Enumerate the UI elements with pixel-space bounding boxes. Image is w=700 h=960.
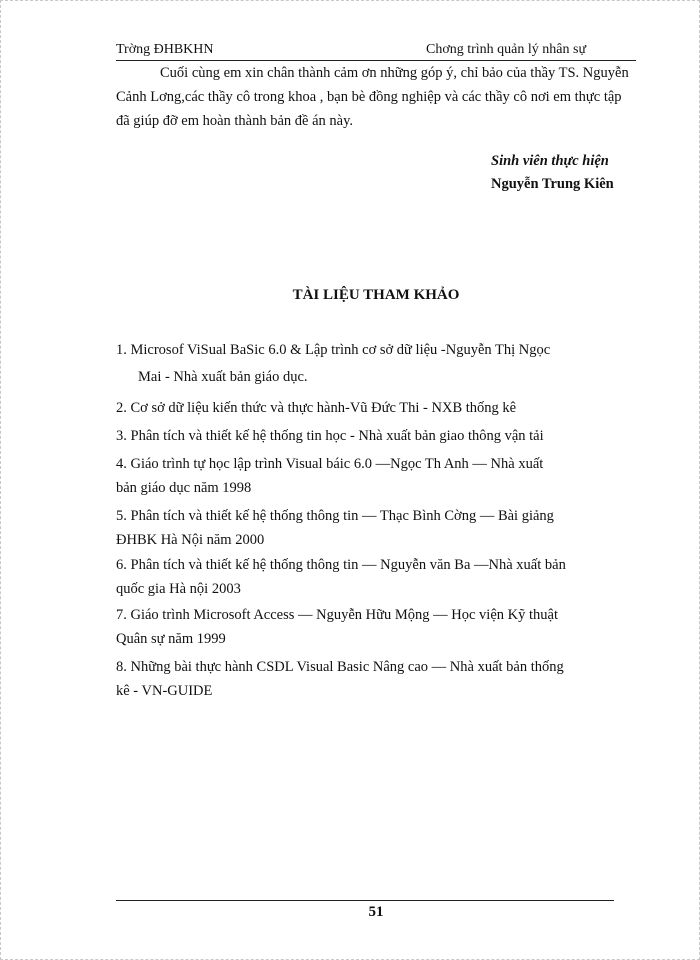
reference-line: 4. Giáo trình tự học lập trình Visual báic 6.0 —Ngọc Th Anh — Nhà xuất [116, 456, 544, 472]
footer-rule [116, 900, 614, 901]
header-school: Trờng ĐHBKHN [116, 42, 214, 57]
reference-line: 3. Phân tích và thiết kế hệ thống tin học - Nhà xuất bản giao thông vận tải [116, 428, 544, 444]
signature-role: Sinh viên thực hiện [491, 153, 609, 169]
signature-name: Nguyễn Trung Kiên [491, 176, 614, 192]
reference-item-1 [116, 338, 636, 392]
acknowledgement-paragraph [116, 61, 636, 133]
reference-line: 1. Microsof ViSual BaSic 6.0 & Lập trình cơ sở dữ liệu -Nguyễn Thị Ngọc [116, 342, 551, 358]
references-title: TÀI LIỆU THAM KHẢO [292, 287, 460, 303]
reference-line: quốc gia Hà nội 2003 [116, 581, 241, 597]
header-program: Chơng trình quản lý nhân sự [426, 42, 587, 57]
reference-line: bản giáo dục năm 1998 [116, 480, 252, 496]
running-header [116, 41, 636, 61]
acknowledgement-text: Cuối cùng em xin chân thành cảm ơn những góp ý, chỉ bảo của thầy TS. Nguyễn Cảnh Lơng,các thầy cô trong khoa , bạn bè đồng nghiệp và các thầy cô nơi em thực tập đã giúp đỡ em hoàn thành bản đề án này. [116, 65, 629, 129]
reference-line: ĐHBK Hà Nội năm 2000 [116, 532, 265, 548]
reference-line: Quân sự năm 1999 [116, 631, 226, 647]
reference-line: 2. Cơ sở dữ liệu kiến thức và thực hành-Vũ Đức Thi - NXB thống kê [116, 400, 517, 416]
reference-line: 5. Phân tích và thiết kế hệ thống thông tin — Thạc Bình Cờng — Bài giảng [116, 508, 554, 524]
reference-item-3 [116, 424, 636, 448]
reference-item-5 [116, 504, 636, 552]
reference-line: Mai - Nhà xuất bản giáo dục. [138, 369, 308, 385]
page-number: 51 [368, 904, 384, 920]
reference-item-7 [116, 603, 636, 651]
reference-item-8 [116, 655, 636, 703]
reference-item-2 [116, 396, 636, 420]
reference-line: kê - VN-GUIDE [116, 683, 213, 699]
reference-item-4 [116, 452, 636, 500]
reference-line: 6. Phân tích và thiết kế hệ thống thông tin — Nguyễn văn Ba —Nhà xuất bản [116, 557, 566, 573]
reference-line: 8. Những bài thực hành CSDL Visual Basic Nâng cao — Nhà xuất bản thống [116, 659, 564, 675]
reference-item-6 [116, 553, 636, 601]
reference-line: 7. Giáo trình Microsoft Access — Nguyễn Hữu Mộng — Học viện Kỹ thuật [116, 607, 558, 623]
